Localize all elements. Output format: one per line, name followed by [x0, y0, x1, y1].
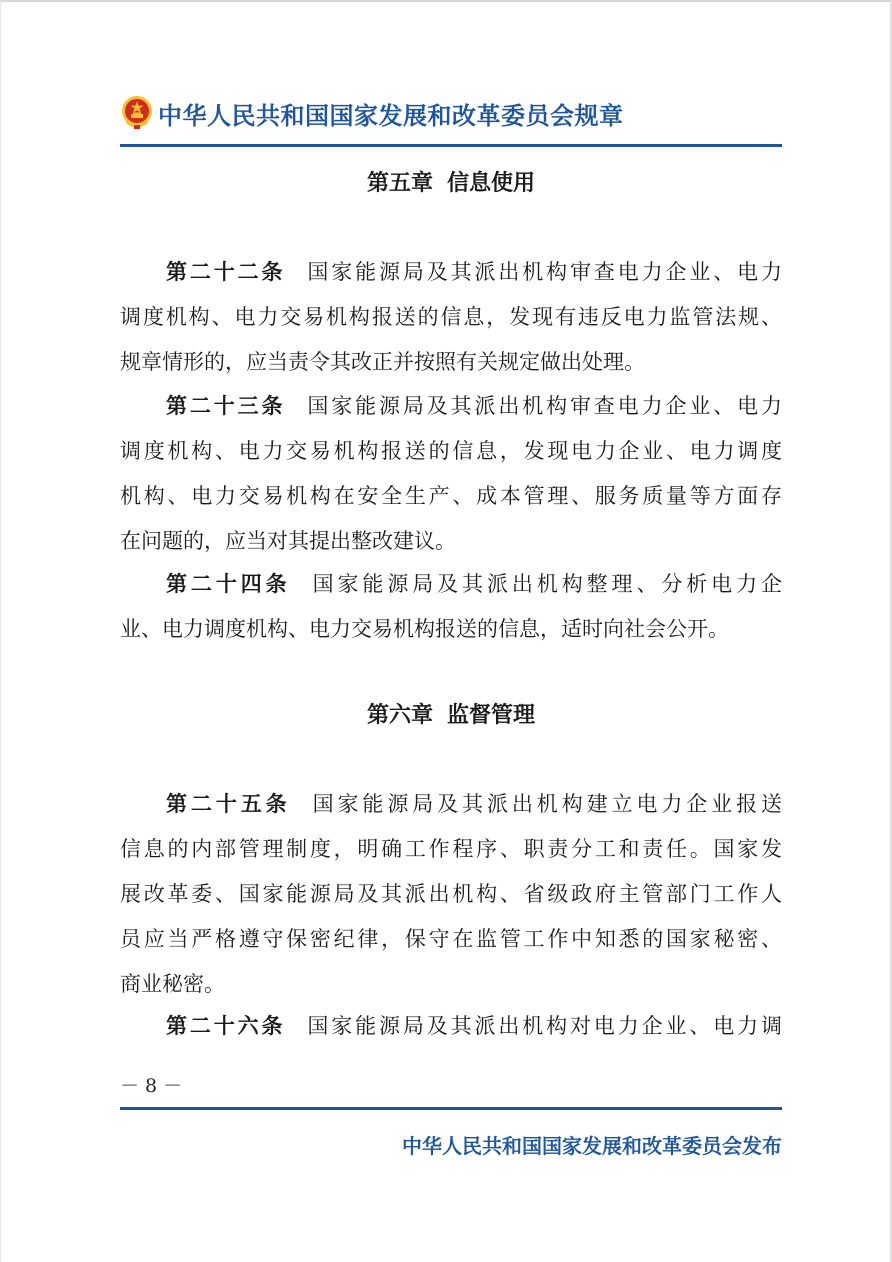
- article-24-line-2: 业、电力调度机构、电力交易机构报送的信息，适时向社会公开。: [120, 617, 729, 641]
- article-24-number: 第二十四条: [166, 572, 291, 596]
- article-22: [120, 250, 782, 385]
- article-23-line-3: 机构、电力交易机构在安全生产、成本管理、服务质量等方面存: [120, 484, 782, 508]
- article-23-line-4: 在问题的，应当对其提出整改建议。: [120, 529, 456, 553]
- article-22-line-3: 规章情形的，应当责令其改正并按照有关规定做出处理。: [120, 350, 645, 374]
- article-25: [120, 782, 782, 1007]
- national-emblem-icon: [120, 94, 154, 130]
- chapter-6-heading: [120, 698, 782, 729]
- chapter-5-heading: [120, 166, 782, 197]
- chapter-6-title: 监督管理: [447, 703, 536, 728]
- page-number: － 8 －: [120, 1075, 183, 1097]
- article-23: [120, 384, 782, 564]
- article-25-line-5: 商业秘密。: [120, 972, 225, 996]
- article-22-line-1: 第二十二条 国家能源局及其派出机构审查电力企业、电力: [166, 260, 782, 284]
- article-25-number: 第二十五条: [166, 792, 291, 816]
- header-title: 中华人民共和国国家发展和改革委员会规章: [158, 102, 624, 130]
- article-26: [120, 1004, 782, 1049]
- article-26-number: 第二十六条: [166, 1014, 286, 1038]
- header-rule: [120, 144, 782, 147]
- article-24: [120, 562, 782, 652]
- article-25-line-4: 员应当严格遵守保密纪律，保守在监管工作中知悉的国家秘密、: [120, 927, 782, 951]
- article-22-number: 第二十二条: [166, 260, 286, 284]
- page-edge-top: [0, 0, 892, 2]
- article-25-line-3: 展改革委、国家能源局及其派出机构、省级政府主管部门工作人: [120, 882, 782, 906]
- article-24-line-1: 第二十四条 国家能源局及其派出机构整理、分析电力企: [166, 572, 783, 596]
- article-23-line-2: 调度机构、电力交易机构报送的信息，发现电力企业、电力调度: [120, 439, 782, 463]
- article-25-line-2: 信息的内部管理制度，明确工作程序、职责分工和责任。国家发: [120, 837, 782, 861]
- chapter-6-number: 第六章: [366, 703, 433, 728]
- article-26-line-1: 第二十六条 国家能源局及其派出机构对电力企业、电力调: [166, 1014, 782, 1038]
- footer-rule: [120, 1107, 782, 1110]
- article-23-number: 第二十三条: [166, 394, 286, 418]
- chapter-5-number: 第五章: [366, 171, 433, 196]
- footer-publisher: 中华人民共和国国家发展和改革委员会发布: [402, 1134, 782, 1158]
- page-edge-left: [0, 0, 1, 1262]
- document-header: [120, 93, 782, 135]
- article-23-line-1: 第二十三条 国家能源局及其派出机构审查电力企业、电力: [166, 394, 782, 418]
- article-22-line-2: 调度机构、电力交易机构报送的信息，发现有违反电力监管法规、: [120, 305, 782, 329]
- chapter-5-title: 信息使用: [447, 171, 536, 196]
- article-25-line-1: 第二十五条 国家能源局及其派出机构建立电力企业报送: [166, 792, 783, 816]
